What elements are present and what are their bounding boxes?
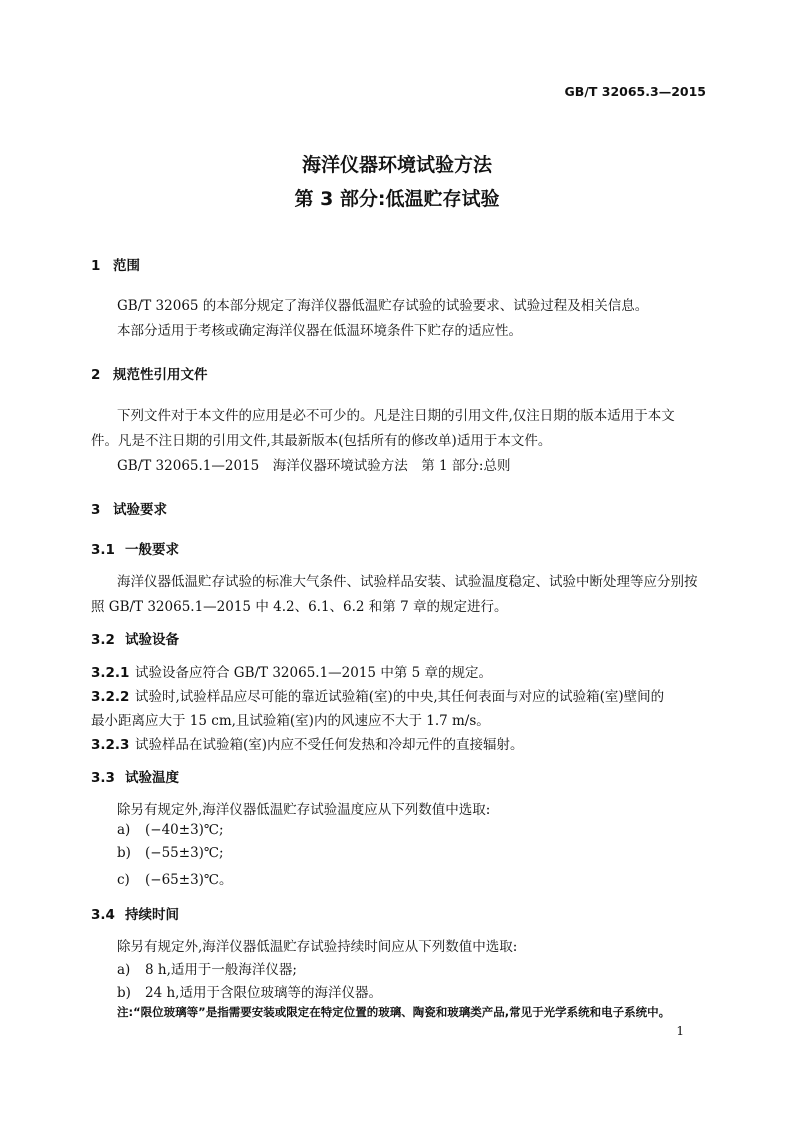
clause-3-2-3: [91, 733, 524, 753]
section-3-heading: [91, 498, 167, 518]
page-number: 1: [676, 1024, 684, 1038]
list-item: [117, 981, 382, 1001]
list-label: b): [117, 985, 131, 1001]
list-item: [117, 822, 224, 838]
subsection-3-4-heading: [91, 903, 179, 923]
clause-number: 3.2.2: [91, 689, 130, 705]
clause-number: 3.2.1: [91, 665, 130, 681]
section-title: 试验要求: [113, 502, 167, 518]
subsection-number: 3.4: [91, 907, 115, 923]
document-code: GB/T 32065.3—2015: [564, 84, 706, 99]
subsection-3-3-heading: [91, 766, 179, 786]
subsection-title: 持续时间: [125, 907, 179, 923]
list-text: 8 h,适用于一般海洋仪器;: [145, 962, 297, 978]
clause-3-2-2: [91, 685, 664, 705]
section-title: 规范性引用文件: [113, 367, 208, 383]
document-title: 海洋仪器环境试验方法: [301, 154, 492, 176]
paragraph: 除另有规定外,海洋仪器低温贮存试验温度应从下列数值中选取:: [117, 802, 491, 818]
document-subtitle: 第 3 部分:低温贮存试验: [294, 188, 500, 210]
subsection-title: 试验设备: [125, 632, 179, 648]
subsection-number: 3.1: [91, 542, 115, 558]
list-label: a): [117, 962, 131, 978]
list-item: [117, 868, 233, 888]
clause-continuation: 最小距离应大于 15 cm,且试验箱(室)内的风速应不大于 1.7 m/s。: [91, 713, 490, 729]
paragraph: 除另有规定外,海洋仪器低温贮存试验持续时间应从下列数值中选取:: [117, 939, 518, 955]
subsection-number: 3.3: [91, 770, 115, 786]
normative-reference: GB/T 32065.1—2015 海洋仪器环境试验方法 第 1 部分:总则: [117, 458, 511, 474]
section-1-heading: [91, 254, 140, 274]
section-number: 2: [91, 367, 101, 383]
subsection-3-1-heading: [91, 538, 179, 558]
paragraph-continuation: 件。凡是不注日期的引用文件,其最新版本(包括所有的修改单)适用于本文件。: [91, 433, 552, 449]
list-item: [117, 845, 224, 861]
list-text: 24 h,适用于含限位玻璃等的海洋仪器。: [145, 985, 382, 1001]
clause-text: 试验设备应符合 GB/T 32065.1—2015 中第 5 章的规定。: [135, 665, 492, 681]
list-text: (−40±3)℃;: [145, 822, 224, 838]
list-label: c): [117, 872, 130, 888]
clause-text: 试验时,试验样品应尽可能的靠近试验箱(室)的中央,其任何表面与对应的试验箱(室)壁间的: [135, 689, 665, 705]
section-title: 范围: [113, 258, 140, 274]
paragraph: 下列文件对于本文件的应用是必不可少的。凡是注日期的引用文件,仅注日期的版本适用于本文: [117, 408, 675, 424]
list-text: (−55±3)℃;: [145, 845, 224, 861]
paragraph: 本部分适用于考核或确定海洋仪器在低温环境条件下贮存的适应性。: [117, 323, 522, 339]
note: 注:“限位玻璃等”是指需要安装或限定在特定位置的玻璃、陶瓷和玻璃类产品,常见于光学系统和电子系统中。: [117, 1005, 671, 1019]
paragraph: 海洋仪器低温贮存试验的标准大气条件、试验样品安装、试验温度稳定、试验中断处理等应分别按: [117, 574, 698, 590]
paragraph-continuation: 照 GB/T 32065.1—2015 中 4.2、6.1、6.2 和第 7 章的规定进行。: [91, 599, 508, 615]
section-number: 3: [91, 502, 101, 518]
section-2-heading: [91, 363, 208, 383]
clause-3-2-1: [91, 661, 492, 681]
subsection-title: 一般要求: [125, 542, 179, 558]
list-item: [117, 958, 297, 978]
clause-number: 3.2.3: [91, 737, 130, 753]
clause-text: 试验样品在试验箱(室)内应不受任何发热和冷却元件的直接辐射。: [135, 737, 524, 753]
paragraph: GB/T 32065 的本部分规定了海洋仪器低温贮存试验的试验要求、试验过程及相关信息。: [117, 298, 649, 314]
list-label: b): [117, 845, 131, 861]
subsection-title: 试验温度: [125, 770, 179, 786]
list-label: a): [117, 822, 131, 838]
section-number: 1: [91, 258, 101, 274]
subsection-number: 3.2: [91, 632, 115, 648]
list-text: (−65±3)℃。: [145, 872, 233, 888]
subsection-3-2-heading: [91, 628, 179, 648]
